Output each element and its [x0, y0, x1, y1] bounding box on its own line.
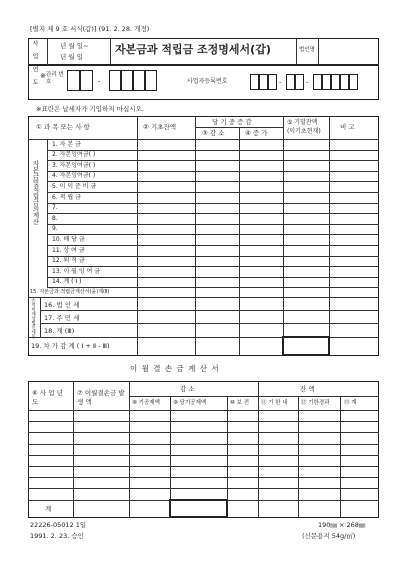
row-17: 17. 주 민 세 [44, 314, 80, 322]
instruction-note: ※표란은 납세자가 기입하지 마십시오. [36, 105, 144, 113]
section2-title: 이 월 결 손 금 계 산 서 [130, 364, 220, 373]
col-increase: ④ 증 가 [245, 129, 268, 137]
row-divider [47, 213, 379, 214]
biz-reg-dash-1: - [279, 78, 282, 86]
form-header-note: [별지 제 9 호 서식(갑)] (91. 2. 28. 개정) [30, 25, 150, 33]
table1-row-label: 7. [52, 204, 58, 212]
section-capital-label: 자본금및적립금의계산 [31, 160, 40, 225]
table1-row-label: 11. 상 여 금 [52, 246, 85, 254]
row-divider [47, 224, 379, 225]
table1-row-label: 12. 퇴 직 금 [52, 257, 85, 265]
row-divider [47, 256, 379, 257]
business-year-label: 사 업 연 도 [31, 40, 38, 85]
mgmt-no-box-4[interactable] [121, 70, 133, 91]
row-18: 18. 계 (Ⅲ) [44, 327, 75, 335]
col-b13: ⑬ 계 [344, 400, 357, 406]
biz-reg-dash-2: - [306, 78, 309, 86]
mgmt-no-label: 관리 번호 [46, 72, 64, 85]
table1-row-label: 5. 이 익 준 비 금 [52, 182, 97, 190]
row-19: 19. 차 가 감 계 ( I + Ⅱ - Ⅲ) [31, 342, 110, 350]
col-end-balance: ⑤ 기말잔액 (익기초현재) [287, 119, 321, 135]
biz-reg-box-10[interactable] [349, 74, 358, 90]
row-15: 15. 자본금과 적립금계산서(을)계(Ⅱ) [30, 289, 110, 295]
tax-section-label: 손익미계상법인세등 [30, 298, 36, 339]
table2-total-label: 계 [45, 505, 52, 513]
row-divider [47, 171, 379, 172]
form-title: 자본금과 적립금 조정명세서(갑) [115, 43, 271, 56]
col-occurred: ⑦ 이월결손금 발 생 액 [77, 389, 125, 406]
col-b11: ⑪ 기 한 내 [261, 400, 288, 406]
col-decrease-group: 감 소 [180, 385, 195, 393]
biz-reg-label: 사업자등록번호 [187, 78, 228, 85]
mgmt-prefix: ※ [40, 72, 46, 80]
table1-row-label: 6. 적 립 금 [52, 193, 81, 201]
table2-row-divider [28, 477, 379, 478]
footer-size: 190㎜ × 268㎜ [318, 521, 366, 529]
row-16: 16. 법 인 세 [44, 301, 80, 309]
row-19-end-balance-cell[interactable] [282, 336, 330, 356]
table1-row-label: 8. [52, 214, 58, 222]
col-b12: ⑫ 기한경과 [301, 400, 330, 406]
mgmt-dash: - [98, 77, 101, 85]
biz-reg-box-8[interactable] [331, 74, 340, 90]
mgmt-no-box-6[interactable] [145, 70, 157, 91]
biz-reg-box-2[interactable] [259, 74, 268, 90]
table2-row-divider [28, 455, 379, 456]
footer-form-code: 22226-05012 1일 [30, 521, 87, 529]
row-divider [47, 160, 379, 161]
col-year: ⑥ 사 업 년 도 [32, 389, 63, 406]
row-divider [47, 181, 379, 182]
table1-row-label: 3. 자본잉여금( ) [52, 161, 96, 169]
table1-row-label: 4. 자본잉여금( ) [52, 172, 96, 180]
mgmt-no-box-1[interactable] [67, 70, 80, 91]
footer-paper: (신문용지 54g/㎡) [302, 532, 356, 540]
col-decrease: ③ 감 소 [202, 129, 225, 137]
row-divider [47, 150, 379, 151]
col-d9: ⑨ 당기공제액 [173, 400, 207, 406]
table2-row-divider [28, 421, 379, 422]
mgmt-no-box-2[interactable] [80, 70, 93, 91]
biz-reg-box-7[interactable] [322, 74, 331, 90]
row-divider [47, 277, 379, 278]
row-divider [47, 245, 379, 246]
business-year-from: 년 월 일~ [60, 42, 89, 50]
footer-approval: 1991. 2. 23. 승인 [30, 532, 84, 540]
col-balance-group: 잔 액 [300, 385, 315, 393]
table2-row-divider [28, 432, 379, 433]
table2-total-d9-cell[interactable] [169, 499, 228, 518]
table1-row-label: 9. [52, 225, 58, 233]
biz-reg-box-9[interactable] [340, 74, 349, 90]
table1-row-label: 14. 계 ( I ) [52, 278, 82, 286]
biz-reg-box-6[interactable] [313, 74, 322, 90]
col-change-group: 당 기 중 증 감 [212, 118, 252, 126]
col-subject: ① 과 목 또는 사 항 [36, 123, 90, 131]
corp-name-label: 법인명 [299, 47, 315, 53]
row-divider [47, 192, 379, 193]
col-basic-balance: ② 기초잔액 [143, 123, 177, 131]
table1-row-label: 2. 자본잉여금( ) [52, 151, 96, 159]
biz-reg-box-5[interactable] [295, 74, 304, 90]
table2-row-divider [28, 444, 379, 445]
mgmt-no-box-5[interactable] [133, 70, 145, 91]
biz-reg-box-4[interactable] [286, 74, 295, 90]
table1-row-label: 1. 자 본 금 [52, 140, 81, 148]
table2-row-divider [28, 488, 379, 489]
col-remarks: 비 고 [340, 123, 355, 131]
row-divider [47, 203, 379, 204]
biz-reg-box-1[interactable] [250, 74, 259, 90]
col-d8: ⑧ 기공제액 [132, 400, 160, 406]
col-d10: ⑩ 보 전 [230, 400, 250, 406]
table1-row-label: 13. 이 월 잉 여 금 [52, 267, 101, 275]
business-year-to: 년 월 일 [60, 53, 83, 61]
mgmt-no-box-3[interactable] [109, 70, 121, 91]
table1-row-label: 10. 배 당 금 [52, 235, 85, 243]
table2-row-divider [28, 466, 379, 467]
row-divider [47, 234, 379, 235]
biz-reg-box-3[interactable] [268, 74, 277, 90]
